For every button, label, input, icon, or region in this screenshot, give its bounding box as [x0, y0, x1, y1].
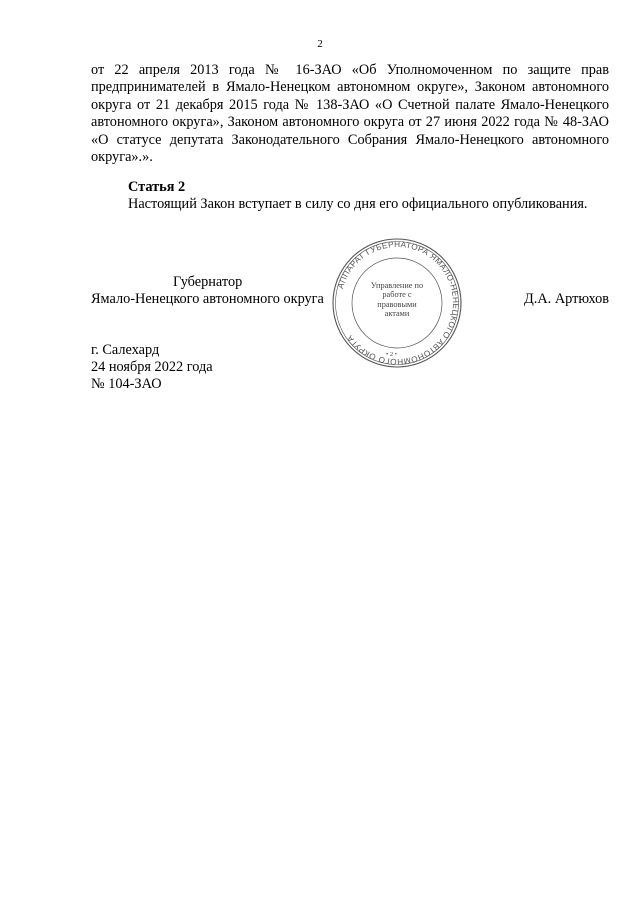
seal-outer-text: АППАРАТ ГУБЕРНАТОРА ЯМАЛО-НЕНЕЦКОГО АВТОНОМНОГО ОКРУГА	[335, 239, 461, 367]
signatory-region: Ямало-Ненецкого автономного округа	[91, 291, 324, 307]
signatory-name: Д.А. Артюхов	[524, 291, 609, 307]
seal-inner-text: Управление по работе с правовыми актами	[370, 281, 424, 319]
page-number: 2	[317, 38, 323, 50]
signatory-title: Губернатор	[173, 274, 243, 290]
article-title: Статья 2	[128, 179, 186, 195]
seal-number: • 2 •	[386, 351, 398, 358]
body-paragraph-1: от 22 апреля 2013 года № 16-ЗАО «Об Уполномоченном по защите прав предпринимателей в Ямало-Ненецком автономном округе», Законом автономного округа от 21 декабря 2015 года № 138-ЗАО «О Счетной палате Ямало-Ненецкого автономного округа», Законом автономного округа от 27 июня 2022 года № 48-ЗАО «О статусе депутата Законодательного Собрания Ямало-Ненецкого автономного округа».».	[91, 62, 609, 166]
body-paragraph-2: Настоящий Закон вступает в силу со дня его официального опубликования.	[128, 196, 588, 212]
place-of-signing: г. Салехард	[91, 342, 160, 358]
law-number: № 104-ЗАО	[91, 376, 162, 392]
signing-date: 24 ноября 2022 года	[91, 359, 213, 375]
